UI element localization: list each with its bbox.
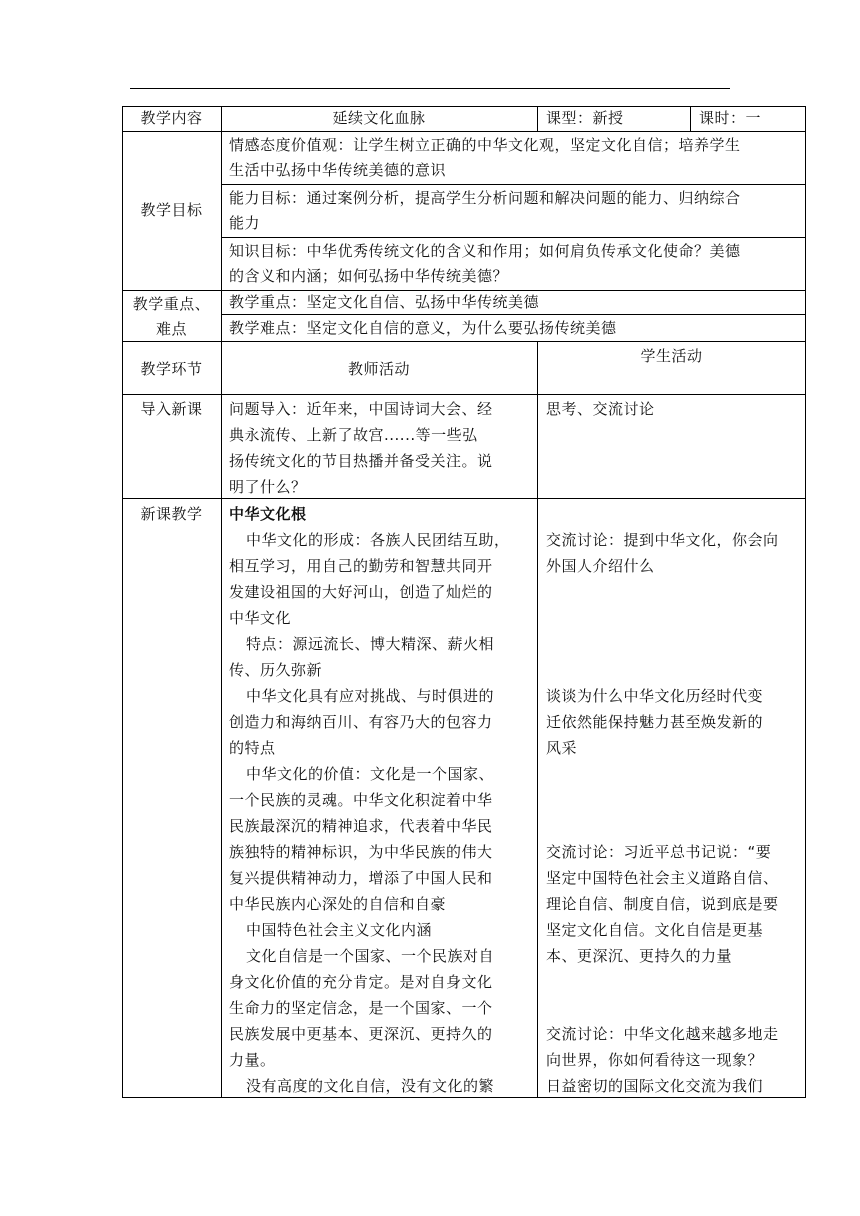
student-activity-line: 交流讨论：习近平总书记说：“要 — [546, 843, 772, 861]
lesson-text-line: 特点：源远流长、博大精深、薪火相 — [246, 635, 495, 653]
intro-teacher-line4: 明了什么？ — [229, 478, 307, 496]
key-point: 教学重点：坚定文化自信、弘扬中华传统美德 — [229, 293, 540, 311]
objective-ability-line1: 能力目标：通过案例分析，提高学生分析问题和解决问题的能力、归纳综合 — [229, 189, 741, 207]
lesson-text-line: 中华文化 — [229, 609, 292, 627]
column-divider — [537, 106, 538, 131]
intro-teacher-line2: 典永流传、上新了故宫......等一些弘 — [229, 426, 478, 444]
student-activity-line: 谈谈为什么中华文化历经时代变 — [546, 687, 764, 705]
student-activity-line: 日益密切的国际文化交流为我们 — [546, 1077, 764, 1095]
lesson-text-line: 传、历久弥新 — [229, 661, 323, 679]
student-activity-line: 向世界，你如何看待这一现象？ — [546, 1051, 764, 1069]
student-activity-line: 迁依然能保持魅力甚至焕发新的 — [546, 713, 764, 731]
lesson-text-line: 身文化价值的充分肯定。是对自身文化 — [229, 973, 493, 991]
student-activity-line: 理论自信、制度自信，说到底是要 — [546, 895, 779, 913]
row-divider — [122, 394, 806, 395]
student-activity-line: 交流讨论：中华文化越来越多地走 — [546, 1025, 779, 1043]
objective-knowledge-line2: 的含义和内涵；如何弘扬中华传统美德？ — [229, 267, 509, 285]
column-divider — [221, 106, 222, 1098]
lesson-text-line: 的特点 — [229, 739, 276, 757]
lesson-text-line: 一个民族的灵魂。中华文化积淀着中华 — [229, 791, 493, 809]
lesson-text-line: 中华文化的形成：各族人民团结互助， — [246, 531, 510, 549]
cell-lesson-hours: 课时：一 — [699, 109, 762, 127]
row-divider — [122, 131, 806, 132]
column-divider — [537, 341, 538, 1098]
lesson-text-line: 中华文化的价值：文化是一个国家、 — [246, 765, 495, 783]
lesson-text-line: 生命力的坚定信念，是一个国家、一个 — [229, 999, 493, 1017]
col-header-stage: 教学环节 — [140, 360, 203, 378]
section-heading: 中华文化根 — [229, 505, 307, 523]
lesson-text-line: 中国特色社会主义文化内涵 — [246, 921, 433, 939]
row-divider — [221, 237, 806, 238]
intro-teacher-line3: 扬传统文化的节目热播并备受关注。说 — [229, 452, 493, 470]
lesson-text-line: 没有高度的文化自信，没有文化的繁 — [246, 1077, 495, 1095]
column-divider — [690, 106, 691, 131]
lesson-text-line: 发建设祖国的大好河山，创造了灿烂的 — [229, 583, 493, 601]
col-header-student: 学生活动 — [640, 347, 703, 365]
objective-emotion-line1: 情感态度价值观：让学生树立正确的中华文化观，坚定文化自信；培养学生 — [229, 136, 741, 154]
cell-lesson-type: 课型：新授 — [546, 109, 624, 127]
lesson-text-line: 复兴提供精神动力，增添了中国人民和 — [229, 869, 493, 887]
intro-student: 思考、交流讨论 — [546, 400, 655, 418]
objective-emotion-line2: 生活中弘扬中华传统美德的意识 — [229, 161, 447, 179]
header-rule — [130, 88, 730, 89]
lesson-text-line: 族独特的精神标识，为中华民族的伟大 — [229, 843, 493, 861]
stage-intro: 导入新课 — [140, 400, 203, 418]
cell-label-keypoints-line2: 难点 — [155, 320, 187, 338]
difficult-point: 教学难点：坚定文化自信的意义，为什么要弘扬传统美德 — [229, 319, 617, 337]
cell-label-content: 教学内容 — [140, 109, 203, 127]
objective-knowledge-line1: 知识目标：中华优秀传统文化的含义和作用；如何肩负传承文化使命？美德 — [229, 242, 741, 260]
lesson-text-line: 力量。 — [229, 1051, 276, 1069]
lesson-text-line: 创造力和海纳百川、有容乃大的包容力 — [229, 713, 493, 731]
cell-lesson-title: 延续文化血脉 — [332, 109, 426, 127]
student-activity-line: 风采 — [546, 739, 578, 757]
student-activity-line: 本、更深沉、更持久的力量 — [546, 947, 733, 965]
lesson-text-line: 相互学习，用自己的勤劳和智慧共同开 — [229, 557, 493, 575]
student-activity-line: 坚定中国特色社会主义道路自信、 — [546, 869, 779, 887]
cell-label-objectives: 教学目标 — [140, 201, 203, 219]
stage-new-lesson: 新课教学 — [140, 505, 203, 523]
student-activity-line: 坚定文化自信。文化自信是更基 — [546, 921, 764, 939]
lesson-text-line: 民族最深沉的精神追求，代表着中华民 — [229, 817, 493, 835]
col-header-teacher: 教师活动 — [347, 360, 410, 378]
row-divider — [221, 184, 806, 185]
row-divider — [122, 498, 806, 499]
objective-ability-line2: 能力 — [229, 214, 261, 232]
cell-label-keypoints-line1: 教学重点、 — [132, 295, 211, 313]
student-activity-line: 交流讨论：提到中华文化，你会向 — [546, 531, 779, 549]
lesson-text-line: 中华民族内心深处的自信和自豪 — [229, 895, 447, 913]
lesson-text-line: 中华文化具有应对挑战、与时俱进的 — [246, 687, 495, 705]
student-activity-line: 外国人介绍什么 — [546, 557, 655, 575]
row-divider — [122, 341, 806, 342]
lesson-text-line: 文化自信是一个国家、一个民族对自 — [246, 947, 495, 965]
lesson-text-line: 民族发展中更基本、更深沉、更持久的 — [229, 1025, 493, 1043]
intro-teacher-line1: 问题导入：近年来，中国诗词大会、经 — [229, 400, 493, 418]
